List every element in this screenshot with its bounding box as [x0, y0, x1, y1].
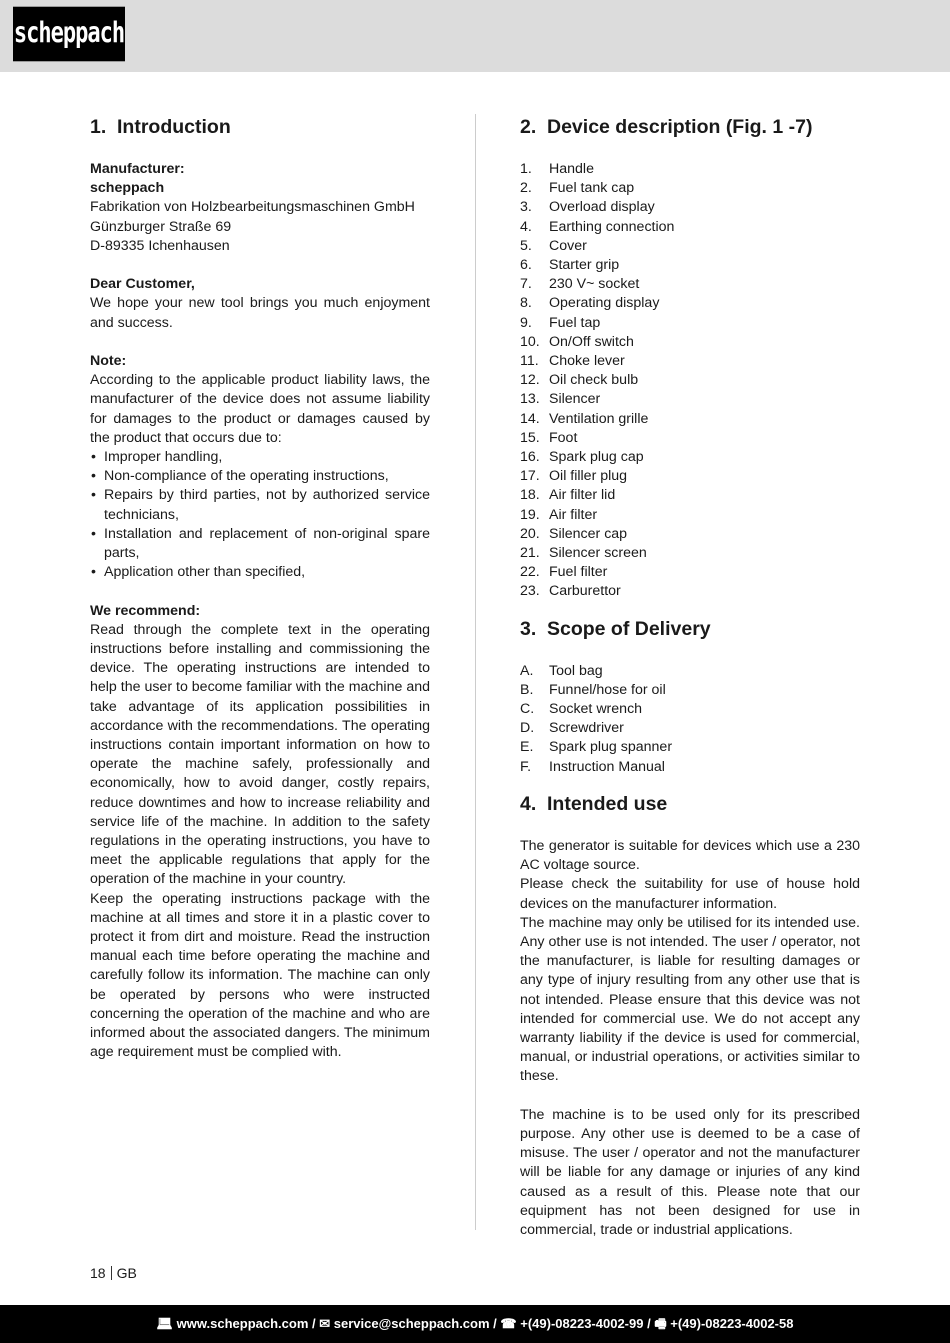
item-label: Spark plug spanner	[549, 739, 673, 756]
item-label: Operating display	[549, 295, 660, 312]
item-label: Choke lever	[549, 353, 625, 370]
list-item	[520, 275, 860, 294]
item-label: Air filter	[549, 506, 598, 523]
list-item	[520, 700, 860, 719]
list-item	[520, 314, 860, 333]
list-item	[520, 294, 860, 313]
list-item	[520, 582, 860, 601]
list-item	[520, 662, 860, 681]
item-label: Socket wrench	[549, 701, 643, 718]
item-label: Air filter lid	[549, 487, 616, 504]
footer-contact-bar: 💻︎ www.scheppach.com / ✉ service@scheppach.com / ☎ +(49)-08223-4002-99 / 🖷︎ +(49)-08223-4002-58	[0, 1305, 950, 1343]
list-item	[520, 758, 860, 777]
list-item	[520, 256, 860, 275]
item-label: Handle	[549, 161, 594, 177]
list-item	[520, 390, 860, 409]
bullet-item: • Repairs by third parties, not by authorized service technicians,	[90, 486, 430, 524]
item-number: A.	[520, 662, 534, 679]
list-item	[520, 371, 860, 390]
phone-icon: ☎	[500, 1316, 521, 1332]
address-line: D-89335 Ichenhausen	[90, 237, 230, 254]
item-label: Fuel filter	[549, 564, 608, 581]
list-item	[520, 544, 860, 563]
item-label: Tool bag	[549, 662, 603, 679]
email-link[interactable]: service@scheppach.com	[333, 1316, 490, 1332]
item-number: E.	[520, 739, 534, 756]
item-number: 9.	[520, 314, 532, 331]
item-label: Starter grip	[549, 257, 620, 274]
list-item	[520, 410, 860, 429]
item-number: 23.	[520, 583, 540, 600]
list-item	[520, 563, 860, 582]
list-item	[520, 486, 860, 505]
list-item	[520, 506, 860, 525]
item-label: Instruction Manual	[549, 758, 665, 775]
item-number: 16.	[520, 449, 540, 466]
manufacturer-label: Manufacturer:	[90, 161, 185, 177]
scope-list	[520, 662, 860, 777]
item-label: Silencer screen	[549, 545, 647, 562]
page-number: 18 GB	[90, 1265, 137, 1281]
item-number: 22.	[520, 564, 540, 581]
item-label: Carburettor	[549, 583, 621, 600]
address-line: Fabrikation von Holzbearbeitungsmaschinen GmbH	[90, 199, 415, 216]
dear-customer-label: Dear Customer,	[90, 276, 195, 293]
section-title-introduction: 1. Introduction	[90, 116, 231, 138]
computer-icon: 💻︎	[156, 1316, 177, 1332]
list-item	[520, 429, 860, 448]
device-parts-list	[520, 160, 860, 602]
section-title-intended-use: 4. Intended use	[520, 792, 668, 815]
item-label: Fuel tap	[549, 314, 601, 331]
item-number: C.	[520, 701, 535, 718]
bullet-item: • Non-compliance of the operating instructions,	[90, 467, 430, 486]
intended-text: The machine may only be utilised for its intended use. Any other use is not intended. The user / operator, not the manufacturer, is liable for resulting damages or any type of injury resulting from any other use that is not intended. Please ensure that this device was not intended for commercial use. We do not accept any warranty liability if the device is used for commercial, manual, or industrial operations, or activities similar to these.	[520, 914, 860, 1085]
item-number: 8.	[520, 295, 532, 312]
item-number: 4.	[520, 218, 532, 235]
item-number: 12.	[520, 372, 540, 389]
item-number: 13.	[520, 391, 540, 408]
list-item	[520, 160, 860, 179]
item-number: 19.	[520, 506, 540, 523]
list-item	[520, 719, 860, 738]
list-item	[520, 467, 860, 486]
intended-text: The generator is suitable for devices which use a 230 AC voltage source.	[520, 837, 860, 874]
right-column	[520, 114, 860, 1240]
item-label: Earthing connection	[549, 218, 675, 235]
fax-icon: 🖷︎	[654, 1316, 671, 1332]
item-label: Screwdriver	[549, 720, 624, 737]
bullet-item: • Installation and replacement of non-original spare parts,	[90, 525, 430, 563]
fax-number: +(49)-08223-4002-58	[670, 1316, 794, 1332]
column-divider	[475, 114, 476, 1230]
item-label: Ventilation grille	[549, 410, 649, 427]
bullet-item: • Improper handling,	[90, 448, 430, 467]
list-item	[520, 525, 860, 544]
item-number: 21.	[520, 545, 540, 562]
item-label: Oil check bulb	[549, 372, 639, 389]
note-bullet-list	[90, 448, 430, 582]
item-label: Spark plug cap	[549, 449, 644, 466]
scheppach-logo: scheppach	[13, 7, 125, 62]
list-item	[520, 352, 860, 371]
list-item	[520, 179, 860, 198]
recommend-text: Keep the operating instructions package with the machine at all times and store it in a plastic cover to protect it from dirt and moisture. Read the instruction manual each time before operating the machine and carefully follow its information. The machine can only be operated by persons who were instructed concerning the operation of the machine and who are informed about the associated dangers. The minimum age requirement must be complied with.	[90, 890, 430, 1061]
item-label: Oil filler plug	[549, 468, 628, 485]
item-number: 7.	[520, 276, 532, 293]
item-number: 5.	[520, 237, 532, 254]
manufacturer-name: scheppach	[90, 180, 165, 197]
item-label: Foot	[549, 429, 578, 446]
item-number: B.	[520, 681, 534, 698]
list-item	[520, 237, 860, 256]
list-item	[520, 738, 860, 757]
recommend-label: We recommend:	[90, 602, 201, 619]
item-number: 20.	[520, 525, 540, 542]
list-item	[520, 198, 860, 217]
item-label: Silencer	[549, 391, 601, 408]
dear-customer-text: We hope your new tool brings you much enjoyment and success.	[90, 295, 430, 331]
item-label: 230 V~ socket	[549, 276, 640, 293]
item-number: 1.	[520, 161, 532, 177]
note-text: According to the applicable product liability laws, the manufacturer of the device does not assume liability for damages to the product or damages caused by the product that occurs due to:	[90, 372, 430, 446]
item-label: On/Off switch	[549, 333, 634, 350]
item-label: Fuel tank cap	[549, 180, 635, 197]
item-number: D.	[520, 720, 535, 737]
email-icon: ✉	[319, 1316, 334, 1332]
note-label: Note:	[90, 353, 127, 369]
item-label: Overload display	[549, 199, 655, 216]
item-number: 15.	[520, 429, 540, 446]
item-number: 18.	[520, 487, 540, 504]
intended-text: Please check the suitability for use of house hold devices on the manufacturer information.	[520, 876, 860, 912]
item-number: 10.	[520, 333, 540, 350]
item-label: Cover	[549, 237, 587, 254]
item-label: Silencer cap	[549, 525, 628, 542]
recommend-text: Read through the complete text in the operating instructions before installing and commissioning the device. The operating instructions are intended to help the user to become familiar with the machine and take advantage of its application possibilities in accordance with the recommendations. The operating instructions contain important information on how to operate the machine safely, professionally and economically, how to avoid danger, costly repairs, reduce downtimes and how to increase reliability and service life of the machine. In addition to the safety regulations in the operating instructions, you have to meet the applicable regulations that apply for the operation of the machine in your country.	[90, 621, 430, 888]
list-item	[520, 218, 860, 237]
website-link[interactable]: www.scheppach.com	[176, 1316, 309, 1332]
item-number: 11.	[520, 353, 539, 370]
bullet-item: • Application other than specified,	[90, 563, 430, 582]
intended-text: The machine is to be used only for its prescribed purpose. Any other use is deemed to be a case of misuse. The user / operator and not the manufacturer will be liable for any damage or injuries of any kind caused as a result of this. Please note that our equipment has not been designed for use in commercial, trade or industrial applications.	[520, 1106, 860, 1238]
item-number: 2.	[520, 180, 532, 197]
item-number: 17.	[520, 468, 540, 485]
list-item	[520, 681, 860, 700]
left-column	[90, 114, 430, 1063]
item-number: 14.	[520, 410, 540, 427]
section-title-scope-of-delivery: 3. Scope of Delivery	[520, 617, 711, 640]
phone-number: +(49)-08223-4002-99	[520, 1316, 644, 1332]
list-item	[520, 333, 860, 352]
section-title-device-description: 2. Device description (Fig. 1 -7)	[520, 116, 813, 138]
item-number: 3.	[520, 199, 532, 216]
header-bar	[0, 0, 950, 72]
item-number: 6.	[520, 257, 532, 274]
item-number: F.	[520, 758, 532, 775]
address-line: Günzburger Straße 69	[90, 218, 232, 235]
item-label: Funnel/hose for oil	[549, 681, 666, 698]
list-item	[520, 448, 860, 467]
